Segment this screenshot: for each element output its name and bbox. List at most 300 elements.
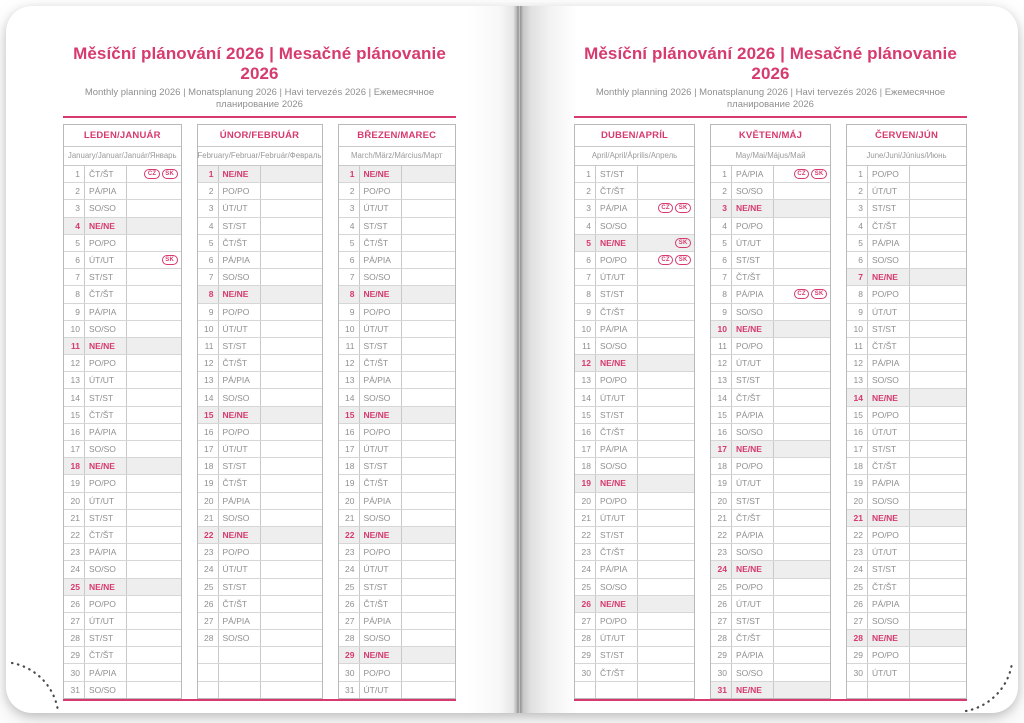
day-number-cell: 2 (339, 183, 360, 199)
day-row (711, 183, 830, 200)
holiday-badge-cz: CZ (658, 203, 673, 213)
day-notes-cell (910, 338, 966, 354)
day-notes-cell (127, 286, 181, 302)
day-abbrev-cell: PO/PO (868, 407, 910, 423)
day-abbrev-cell: ÚT/UT (596, 630, 638, 646)
day-abbrev-cell: PO/PO (360, 664, 402, 680)
day-number-cell: 6 (847, 252, 868, 268)
day-number-cell: 30 (339, 664, 360, 680)
day-notes-cell (402, 183, 456, 199)
day-abbrev-cell: ÚT/UT (219, 200, 261, 216)
day-row (711, 389, 830, 406)
holiday-badge-sk: SK (162, 255, 178, 265)
day-row (847, 200, 966, 217)
holiday-badge-sk: SK (675, 255, 691, 265)
day-notes-cell (774, 441, 830, 457)
day-notes-cell (638, 252, 694, 268)
day-notes-cell (261, 321, 322, 337)
day-abbrev-cell: ÚT/UT (85, 613, 127, 629)
day-row (711, 458, 830, 475)
day-row (339, 338, 456, 355)
day-row (711, 682, 830, 698)
month-header: KVĚTEN/MÁJ (711, 125, 830, 147)
day-abbrev-cell: ST/ST (360, 458, 402, 474)
day-row (198, 200, 322, 217)
day-notes-cell (638, 304, 694, 320)
day-notes-cell (127, 321, 181, 337)
day-number-cell: 21 (198, 510, 219, 526)
day-row (64, 321, 181, 338)
day-number-cell: 8 (64, 286, 85, 302)
bottom-rule (63, 699, 456, 701)
day-abbrev-cell: ČT/ŠT (219, 596, 261, 612)
day-notes-cell (910, 407, 966, 423)
day-notes-cell (774, 664, 830, 680)
day-abbrev-cell: PO/PO (85, 596, 127, 612)
day-notes-cell (774, 200, 830, 216)
day-number-cell: 24 (64, 561, 85, 577)
day-number-cell: 20 (198, 493, 219, 509)
day-number-cell: 19 (339, 475, 360, 491)
day-notes-cell (774, 218, 830, 234)
day-row (575, 269, 694, 286)
day-abbrev-cell: NE/NE (732, 321, 774, 337)
day-notes-cell (127, 544, 181, 560)
day-number-cell: 12 (198, 355, 219, 371)
day-row (575, 596, 694, 613)
day-number-cell: 28 (847, 630, 868, 646)
day-row (711, 475, 830, 492)
day-number-cell: 17 (847, 441, 868, 457)
day-notes-cell (127, 252, 181, 268)
day-abbrev-cell: ČT/ŠT (85, 407, 127, 423)
month-header: LEDEN/JANUÁR (64, 125, 181, 147)
day-row (711, 304, 830, 321)
day-row (575, 200, 694, 217)
day-notes-cell (402, 304, 456, 320)
day-number-cell: 10 (339, 321, 360, 337)
day-abbrev-cell: ÚT/UT (85, 252, 127, 268)
day-abbrev-cell: PÁ/PIA (85, 304, 127, 320)
month-header: BŘEZEN/MAREC (339, 125, 456, 147)
day-abbrev-cell: ČT/ŠT (732, 269, 774, 285)
day-row (339, 355, 456, 372)
top-rule (63, 116, 456, 118)
day-notes-cell (774, 613, 830, 629)
day-abbrev-cell: ST/ST (596, 527, 638, 543)
day-abbrev-cell: ČT/ŠT (732, 510, 774, 526)
day-notes-cell (127, 218, 181, 234)
month-languages: March/März/Március/Март (339, 147, 456, 166)
day-row (198, 424, 322, 441)
day-abbrev-cell: ST/ST (732, 493, 774, 509)
day-row (575, 286, 694, 303)
day-number-cell: 25 (339, 579, 360, 595)
day-row (847, 544, 966, 561)
day-abbrev-cell: ST/ST (360, 338, 402, 354)
day-number-cell: 9 (198, 304, 219, 320)
day-row (64, 286, 181, 303)
day-row (64, 304, 181, 321)
day-abbrev-cell: ČT/ŠT (868, 458, 910, 474)
day-notes-cell (261, 441, 322, 457)
day-row (847, 218, 966, 235)
day-number-cell: 19 (575, 475, 596, 491)
day-abbrev-cell (596, 682, 638, 698)
day-row (847, 561, 966, 578)
day-number-cell: 16 (847, 424, 868, 440)
day-abbrev-cell: ČT/ŠT (219, 235, 261, 251)
day-row (575, 579, 694, 596)
day-row (575, 682, 694, 698)
day-notes-cell (261, 579, 322, 595)
day-number-cell: 14 (847, 389, 868, 405)
day-row (847, 613, 966, 630)
day-number-cell: 3 (711, 200, 732, 216)
day-number-cell: 11 (339, 338, 360, 354)
day-notes-cell (910, 389, 966, 405)
day-row (64, 664, 181, 681)
day-number-cell: 5 (575, 235, 596, 251)
day-row (339, 218, 456, 235)
day-number-cell: 11 (711, 338, 732, 354)
day-row (198, 252, 322, 269)
day-number-cell: 29 (847, 647, 868, 663)
day-notes-cell (402, 682, 456, 698)
day-abbrev-cell: ST/ST (868, 321, 910, 337)
day-number-cell: 22 (847, 527, 868, 543)
day-abbrev-cell: ST/ST (85, 389, 127, 405)
day-notes-cell (638, 338, 694, 354)
day-number-cell: 16 (575, 424, 596, 440)
day-row (575, 355, 694, 372)
day-notes-cell (774, 321, 830, 337)
day-number-cell: 2 (64, 183, 85, 199)
day-number-cell: 9 (339, 304, 360, 320)
day-abbrev-cell: ČT/ŠT (360, 235, 402, 251)
day-notes-cell (127, 493, 181, 509)
day-notes-cell (910, 441, 966, 457)
day-abbrev-cell: PÁ/PIA (868, 596, 910, 612)
day-row (575, 252, 694, 269)
month-header: DUBEN/APRÍL (575, 125, 694, 147)
day-notes-cell (638, 200, 694, 216)
day-abbrev-cell: SO/SO (85, 682, 127, 698)
day-notes-cell (774, 475, 830, 491)
day-notes-cell (774, 630, 830, 646)
day-notes-cell (402, 527, 456, 543)
day-notes-cell (261, 630, 322, 646)
day-row (64, 493, 181, 510)
day-abbrev-cell: ÚT/UT (868, 544, 910, 560)
day-notes-cell (910, 544, 966, 560)
day-number-cell: 21 (711, 510, 732, 526)
day-row (64, 630, 181, 647)
day-row (64, 647, 181, 664)
day-notes-cell (127, 200, 181, 216)
day-number-cell: 20 (64, 493, 85, 509)
day-notes-cell (910, 475, 966, 491)
day-number-cell: 3 (339, 200, 360, 216)
day-notes-cell (910, 579, 966, 595)
day-row (711, 510, 830, 527)
day-abbrev-cell: ÚT/UT (868, 183, 910, 199)
day-row (711, 321, 830, 338)
day-notes-cell (402, 321, 456, 337)
day-number-cell: 26 (198, 596, 219, 612)
day-abbrev-cell: NE/NE (868, 630, 910, 646)
month-table-april (574, 124, 695, 699)
day-notes-cell (774, 579, 830, 595)
day-abbrev-cell: ČT/ŠT (596, 544, 638, 560)
day-number-cell: 1 (64, 166, 85, 182)
day-number-cell: 3 (198, 200, 219, 216)
day-abbrev-cell: ČT/ŠT (868, 338, 910, 354)
day-abbrev-cell (219, 664, 261, 680)
day-number-cell: 2 (198, 183, 219, 199)
day-abbrev-cell: NE/NE (85, 458, 127, 474)
day-notes-cell (774, 647, 830, 663)
day-row (339, 579, 456, 596)
holiday-badge-cz: CZ (794, 289, 809, 299)
day-row (339, 269, 456, 286)
day-abbrev-cell: SO/SO (85, 321, 127, 337)
month-table-january (63, 124, 182, 699)
day-abbrev-cell: NE/NE (596, 596, 638, 612)
day-row (339, 510, 456, 527)
day-notes-cell (774, 338, 830, 354)
day-abbrev-cell: ČT/ŠT (360, 596, 402, 612)
day-row (847, 407, 966, 424)
day-abbrev-cell: PO/PO (868, 647, 910, 663)
day-row (711, 286, 830, 303)
month-header: ČERVEN/JÚN (847, 125, 966, 147)
day-number-cell: 14 (198, 389, 219, 405)
holiday-badge-cz: CZ (658, 255, 673, 265)
day-number-cell: 7 (339, 269, 360, 285)
day-number-cell: 13 (64, 372, 85, 388)
day-abbrev-cell: PÁ/PIA (732, 407, 774, 423)
day-notes-cell (638, 166, 694, 182)
day-number-cell: 7 (575, 269, 596, 285)
day-abbrev-cell: PO/PO (85, 235, 127, 251)
day-abbrev-cell: ČT/ŠT (596, 304, 638, 320)
day-notes-cell (402, 338, 456, 354)
month-table-march (338, 124, 457, 699)
day-row (847, 355, 966, 372)
day-notes-cell (402, 389, 456, 405)
day-abbrev-cell: ČT/ŠT (732, 630, 774, 646)
day-notes-cell (774, 682, 830, 698)
day-row (575, 235, 694, 252)
day-notes-cell (774, 372, 830, 388)
day-abbrev-cell: PÁ/PIA (219, 252, 261, 268)
day-notes-cell (127, 458, 181, 474)
page-title: Měsíční plánování 2026 | Mesačné plánovanie 2026 (584, 44, 957, 83)
day-number-cell: 15 (575, 407, 596, 423)
day-notes-cell (127, 389, 181, 405)
day-number-cell: 26 (339, 596, 360, 612)
day-notes-cell (910, 355, 966, 371)
day-number-cell: 18 (339, 458, 360, 474)
day-row (847, 441, 966, 458)
day-number-cell: 25 (198, 579, 219, 595)
holiday-badge-sk: SK (162, 169, 178, 179)
day-notes-cell (261, 561, 322, 577)
day-notes-cell (774, 355, 830, 371)
day-number-cell: 18 (575, 458, 596, 474)
day-abbrev-cell: ÚT/UT (732, 355, 774, 371)
day-number-cell: 11 (847, 338, 868, 354)
day-abbrev-cell: PÁ/PIA (360, 613, 402, 629)
day-abbrev-cell: ČT/ŠT (596, 664, 638, 680)
day-row (711, 424, 830, 441)
day-row (575, 664, 694, 681)
day-row (198, 355, 322, 372)
day-abbrev-cell: ST/ST (868, 441, 910, 457)
day-number-cell: 16 (339, 424, 360, 440)
day-notes-cell (910, 183, 966, 199)
month-rows (64, 166, 181, 698)
day-number-cell: 10 (711, 321, 732, 337)
day-row (847, 166, 966, 183)
day-number-cell: 9 (711, 304, 732, 320)
day-row (847, 286, 966, 303)
day-notes-cell (638, 561, 694, 577)
day-row (64, 183, 181, 200)
day-notes-cell (638, 424, 694, 440)
day-abbrev-cell: NE/NE (596, 235, 638, 251)
day-abbrev-cell: SO/SO (732, 183, 774, 199)
day-notes-cell (910, 252, 966, 268)
day-number-cell: 3 (575, 200, 596, 216)
holiday-badge-sk: SK (811, 169, 827, 179)
day-abbrev-cell: PÁ/PIA (85, 544, 127, 560)
day-row (64, 544, 181, 561)
day-row (847, 424, 966, 441)
day-abbrev-cell: NE/NE (85, 218, 127, 234)
day-notes-cell (127, 166, 181, 182)
top-rule (574, 116, 967, 118)
day-notes-cell (774, 510, 830, 526)
day-number-cell: 9 (847, 304, 868, 320)
day-notes-cell (127, 407, 181, 423)
day-row (711, 561, 830, 578)
day-number-cell: 11 (575, 338, 596, 354)
day-notes-cell (127, 338, 181, 354)
day-row (847, 269, 966, 286)
day-abbrev-cell: NE/NE (85, 579, 127, 595)
day-notes-cell (910, 166, 966, 182)
day-notes-cell (638, 664, 694, 680)
day-number-cell: 20 (711, 493, 732, 509)
day-row (575, 613, 694, 630)
day-row (198, 458, 322, 475)
day-notes-cell (261, 183, 322, 199)
day-number-cell: 6 (575, 252, 596, 268)
day-row (711, 269, 830, 286)
day-notes-cell (402, 407, 456, 423)
day-number-cell: 20 (847, 493, 868, 509)
day-row (847, 493, 966, 510)
day-abbrev-cell: PÁ/PIA (732, 527, 774, 543)
page-subtitle: Monthly planning 2026 | Monatsplanung 2026 | Havi tervezés 2026 | Ежемесячное планирование 2026 (595, 87, 946, 110)
day-number-cell: 22 (339, 527, 360, 543)
left-page (63, 44, 456, 701)
day-number-cell: 23 (198, 544, 219, 560)
day-row (711, 544, 830, 561)
day-abbrev-cell: NE/NE (596, 355, 638, 371)
day-number-cell: 27 (339, 613, 360, 629)
day-abbrev-cell: PÁ/PIA (596, 561, 638, 577)
day-abbrev-cell: ČT/ŠT (732, 389, 774, 405)
day-number-cell: 25 (575, 579, 596, 595)
day-number-cell: 4 (64, 218, 85, 234)
day-row (847, 475, 966, 492)
day-row (339, 493, 456, 510)
day-abbrev-cell: PÁ/PIA (219, 613, 261, 629)
day-row (64, 475, 181, 492)
holiday-badge-sk: SK (675, 203, 691, 213)
day-row (847, 252, 966, 269)
day-row (64, 424, 181, 441)
day-row (64, 389, 181, 406)
day-abbrev-cell: PO/PO (596, 252, 638, 268)
day-notes-cell (638, 493, 694, 509)
day-number-cell: 10 (575, 321, 596, 337)
day-notes-cell (774, 493, 830, 509)
day-notes-cell (261, 475, 322, 491)
day-row (711, 200, 830, 217)
day-abbrev-cell: ÚT/UT (219, 441, 261, 457)
day-number-cell: 16 (198, 424, 219, 440)
day-abbrev-cell: PO/PO (360, 304, 402, 320)
day-number-cell: 12 (847, 355, 868, 371)
day-abbrev-cell (219, 682, 261, 698)
day-number-cell: 8 (711, 286, 732, 302)
day-abbrev-cell: NE/NE (360, 166, 402, 182)
day-row (339, 286, 456, 303)
holiday-badge-sk: SK (811, 289, 827, 299)
day-number-cell: 22 (64, 527, 85, 543)
day-row (339, 235, 456, 252)
day-abbrev-cell: ST/ST (868, 561, 910, 577)
day-notes-cell (638, 389, 694, 405)
day-abbrev-cell: PO/PO (219, 544, 261, 560)
day-notes-cell (638, 355, 694, 371)
day-notes-cell (402, 166, 456, 182)
day-abbrev-cell: ST/ST (219, 338, 261, 354)
day-abbrev-cell: PO/PO (219, 304, 261, 320)
day-notes-cell (127, 510, 181, 526)
day-number-cell: 15 (339, 407, 360, 423)
day-number-cell: 20 (575, 493, 596, 509)
day-notes-cell (910, 269, 966, 285)
day-number-cell: 9 (64, 304, 85, 320)
day-row (198, 579, 322, 596)
day-notes-cell (127, 596, 181, 612)
month-table-february (197, 124, 323, 699)
page-subtitle: Monthly planning 2026 | Monatsplanung 2026 | Havi tervezés 2026 | Ежемесячное планирование 2026 (84, 87, 435, 110)
day-number-cell: 3 (64, 200, 85, 216)
day-row (711, 372, 830, 389)
day-number-cell: 4 (198, 218, 219, 234)
month-table-may (710, 124, 831, 699)
day-number-cell: 21 (339, 510, 360, 526)
day-notes-cell (638, 544, 694, 560)
day-notes-cell (402, 235, 456, 251)
day-row (339, 372, 456, 389)
